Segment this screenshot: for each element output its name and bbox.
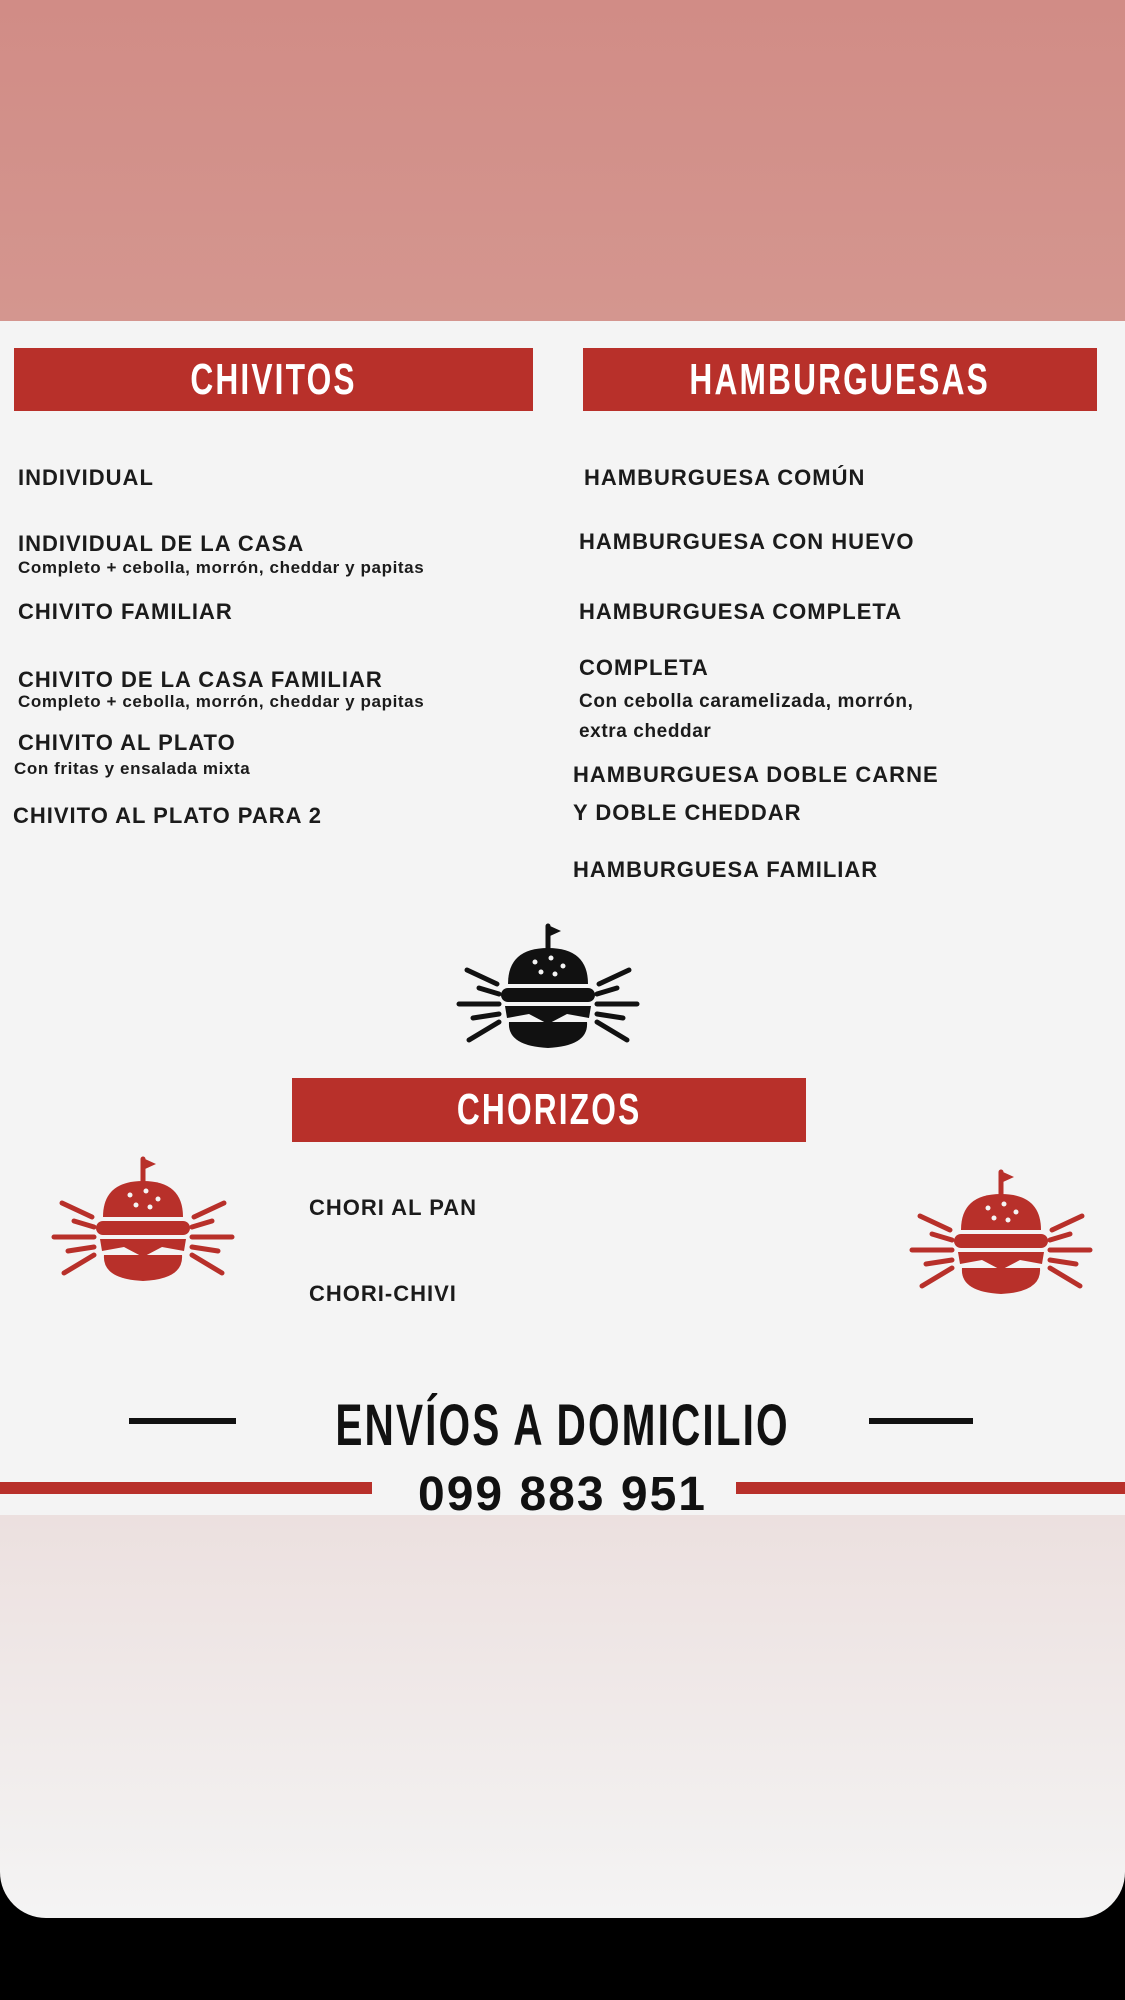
menu-item: HAMBURGUESA COMPLETA bbox=[579, 599, 903, 624]
menu-item: COMPLETA bbox=[579, 655, 709, 680]
menu-item-description: Con fritas y ensalada mixta bbox=[14, 759, 251, 778]
section-header-hamburguesas bbox=[583, 348, 1097, 411]
menu-item: HAMBURGUESA CON HUEVO bbox=[579, 529, 915, 554]
menu-image bbox=[0, 321, 1125, 1515]
section-header-chorizos bbox=[292, 1078, 806, 1142]
menu-item: CHIVITO DE LA CASA FAMILIAR bbox=[18, 667, 383, 692]
burger-icon bbox=[908, 1168, 1094, 1298]
section-header-chivitos bbox=[14, 348, 533, 411]
bottom-background bbox=[0, 1515, 1125, 1918]
delivery-label: ENVÍOS A DOMICILIO bbox=[335, 1393, 790, 1458]
menu-item-description: Con cebolla caramelizada, morrón, bbox=[579, 691, 914, 712]
menu-item: HAMBURGUESA COMÚN bbox=[584, 465, 866, 490]
burger-icon bbox=[455, 922, 641, 1052]
section-title: CHIVITOS bbox=[190, 354, 357, 404]
menu-item: CHIVITO FAMILIAR bbox=[18, 599, 233, 624]
top-background-band bbox=[0, 0, 1125, 321]
menu-item: CHIVITO AL PLATO PARA 2 bbox=[13, 803, 323, 828]
menu-item: CHORI AL PAN bbox=[309, 1195, 478, 1220]
burger-icon bbox=[50, 1155, 236, 1285]
menu-item: INDIVIDUAL DE LA CASA bbox=[18, 531, 305, 556]
menu-item: CHORI-CHIVI bbox=[309, 1281, 457, 1306]
phone-number[interactable]: 099 883 951 bbox=[418, 1468, 707, 1521]
menu-item: INDIVIDUAL bbox=[18, 465, 154, 490]
menu-item-description: Completo + cebolla, morrón, cheddar y papitas bbox=[18, 558, 425, 577]
menu-item-description: Completo + cebolla, morrón, cheddar y papitas bbox=[18, 692, 425, 711]
menu-item: CHIVITO AL PLATO bbox=[18, 730, 236, 755]
section-title: CHORIZOS bbox=[456, 1085, 642, 1134]
menu-item: HAMBURGUESA FAMILIAR bbox=[573, 857, 879, 882]
section-title: HAMBURGUESAS bbox=[689, 354, 991, 404]
menu-item: Y DOBLE CHEDDAR bbox=[573, 800, 802, 825]
menu-item-description: extra cheddar bbox=[579, 721, 712, 742]
menu-item: HAMBURGUESA DOBLE CARNE bbox=[573, 762, 939, 787]
